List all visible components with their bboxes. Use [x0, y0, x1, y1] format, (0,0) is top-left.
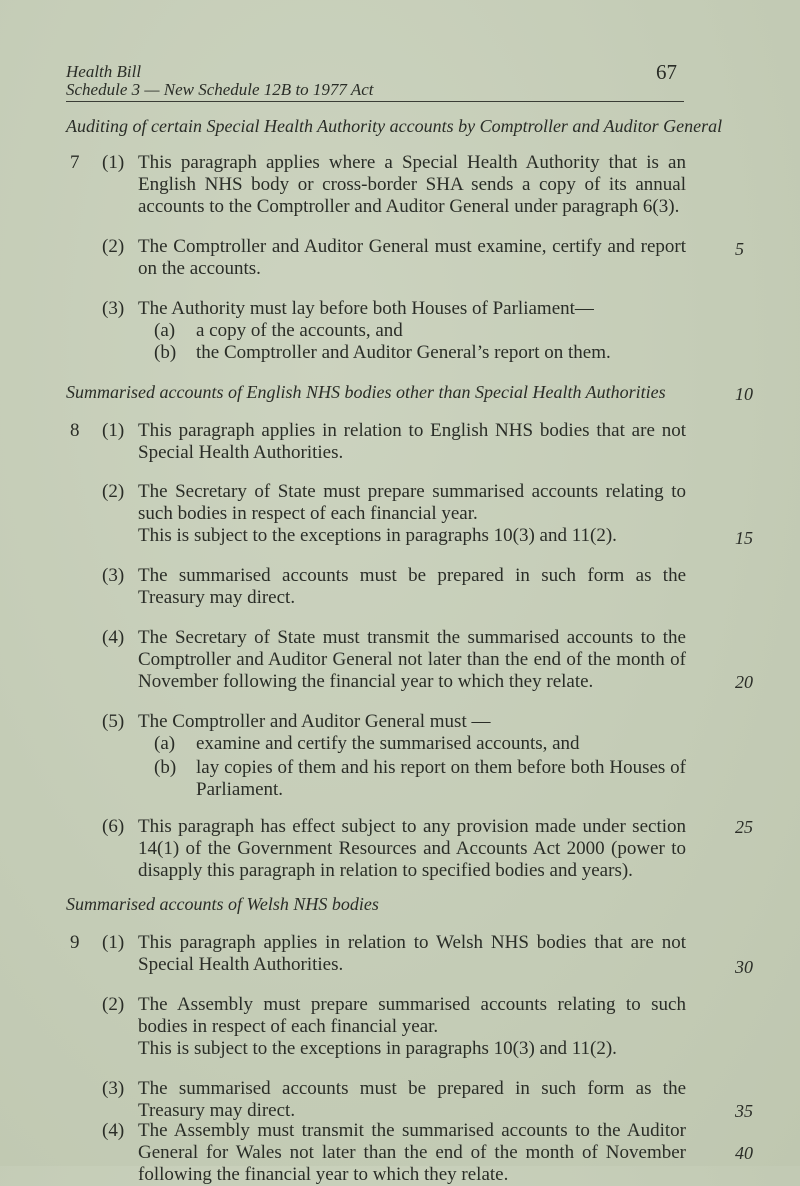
subparagraph-number: (1) — [102, 932, 125, 953]
subparagraph-text: This paragraph applies where a Special Health Authority that is an English NHS body or cross-border SHA sends a copy of its annual accounts to the Comptroller and Auditor General under paragraph 6(3). — [138, 152, 686, 217]
subparagraph-number: (4) — [102, 627, 125, 648]
subparagraph-text: The Comptroller and Auditor General must examine, certify and report on the accounts. — [138, 236, 686, 279]
subparagraph-text: The Secretary of State must prepare summarised accounts relating to such bodies in respect of each financial year. — [138, 481, 686, 524]
subparagraph-number: (6) — [102, 816, 125, 837]
subparagraph-text: The summarised accounts must be prepared in such form as the Treasury may direct. — [138, 565, 686, 608]
item-text: a copy of the accounts, and — [196, 320, 403, 341]
subparagraph-number: (1) — [102, 152, 125, 173]
item-text: examine and certify the summarised accounts, and — [196, 733, 580, 754]
subparagraph-number: (2) — [102, 481, 125, 502]
subparagraph-text: This paragraph applies in relation to Welsh NHS bodies that are not Special Health Authorities. — [138, 932, 686, 975]
line-number: 25 — [735, 817, 753, 837]
line-number: 30 — [735, 957, 753, 977]
line-number: 35 — [735, 1101, 753, 1121]
bill-title: Health Bill — [66, 62, 142, 81]
page-number: 67 — [656, 60, 677, 84]
item-label: (b) — [154, 342, 177, 363]
subparagraph-text: This paragraph applies in relation to English NHS bodies that are not Special Health Authorities. — [138, 420, 686, 463]
item-label: (b) — [154, 757, 177, 778]
subparagraph-number: (2) — [102, 236, 125, 257]
heading-paragraph-8: Summarised accounts of English NHS bodies other than Special Health Authorities — [66, 382, 666, 402]
subparagraph-text: The Secretary of State must transmit the summarised accounts to the Comptroller and Auditor General not later than the end of the month of November following the financial year to which they relate. — [138, 627, 686, 692]
subparagraph-text: The summarised accounts must be prepared in such form as the Treasury may direct. — [138, 1078, 686, 1121]
subparagraph-text: The Assembly must prepare summarised accounts relating to such bodies in respect of each financial year. — [138, 994, 686, 1037]
item-label: (a) — [154, 320, 176, 341]
header-rule — [66, 101, 684, 102]
line-number: 5 — [735, 239, 744, 259]
paragraph-number-8: 8 — [70, 420, 80, 441]
subparagraph-text-continued: This is subject to the exceptions in paragraphs 10(3) and 11(2). — [138, 525, 617, 546]
subparagraph-text-continued: This is subject to the exceptions in paragraphs 10(3) and 11(2). — [138, 1038, 617, 1059]
subparagraph-text: The Authority must lay before both Houses of Parliament— — [138, 298, 594, 319]
line-number: 15 — [735, 528, 753, 548]
subparagraph-number: (3) — [102, 565, 125, 586]
subparagraph-number: (2) — [102, 994, 125, 1015]
item-text: lay copies of them and his report on them before both Houses of Parliament. — [196, 757, 686, 800]
line-number: 10 — [735, 384, 753, 404]
subparagraph-number: (1) — [102, 420, 125, 441]
item-text: the Comptroller and Auditor General’s report on them. — [196, 342, 611, 363]
schedule-title: Schedule 3 — New Schedule 12B to 1977 Act — [66, 80, 374, 99]
paragraph-number-7: 7 — [70, 152, 80, 173]
paragraph-number-9: 9 — [70, 932, 80, 953]
item-label: (a) — [154, 733, 176, 754]
subparagraph-number: (3) — [102, 1078, 125, 1099]
heading-paragraph-9: Summarised accounts of Welsh NHS bodies — [66, 894, 379, 914]
subparagraph-text: This paragraph has effect subject to any provision made under section 14(1) of the Government Resources and Accounts Act 2000 (power to disapply this paragraph in relation to specified bodies and years). — [138, 816, 686, 881]
subparagraph-number: (4) — [102, 1120, 125, 1141]
subparagraph-text: The Assembly must transmit the summarised accounts to the Auditor General for Wales not later than the end of the month of November following the financial year to which they relate. — [138, 1120, 686, 1185]
line-number: 20 — [735, 672, 753, 692]
heading-paragraph-7: Auditing of certain Special Health Authority accounts by Comptroller and Auditor General — [66, 116, 723, 136]
line-number: 40 — [735, 1143, 753, 1163]
subparagraph-text: The Comptroller and Auditor General must — — [138, 711, 491, 732]
subparagraph-number: (3) — [102, 298, 125, 319]
subparagraph-number: (5) — [102, 711, 125, 732]
